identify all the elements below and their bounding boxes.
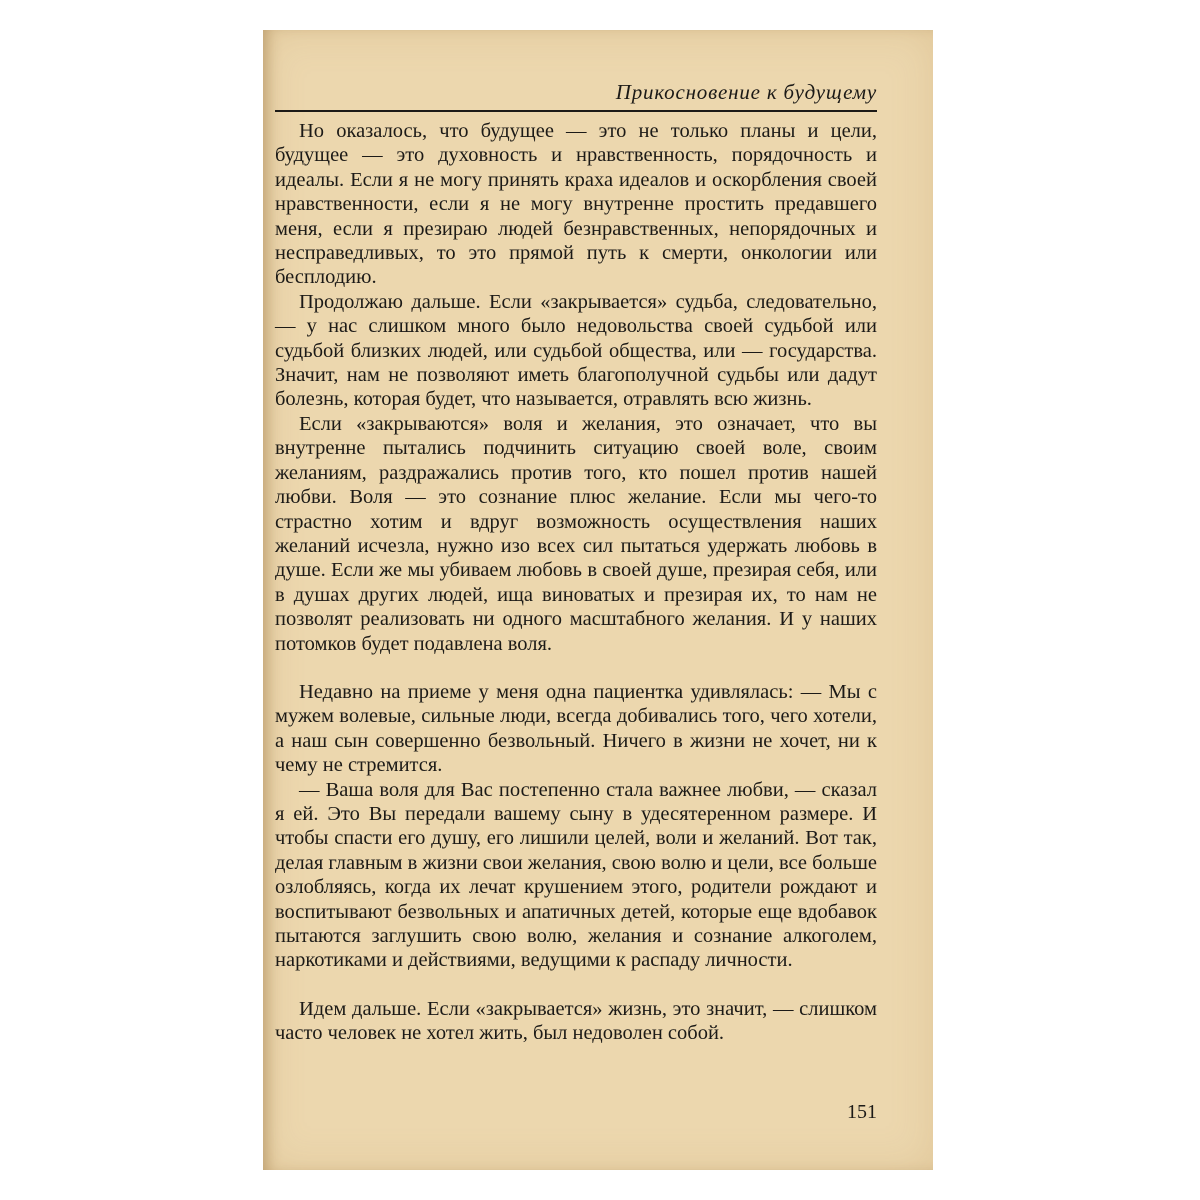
- running-title: Прикосновение к будущему: [615, 80, 877, 104]
- paragraph: Продолжаю дальше. Если «закрывается» судьба, следовательно, — у нас слишком много было недовольства своей судьбой или судьбой близких людей, или судьбой общества, или — государства. Значит, нам не позволяют иметь благополучной судьбы или дадут болезнь, которая будет, что называется, отравлять всю жизнь.: [275, 290, 877, 411]
- paragraph: Но оказалось, что будущее — это не только планы и цели, будущее — это духовность и нравственность, порядочность и идеалы. Если я не могу принять краха идеалов и оскорбления своей нравственности, если я не могу внутренне простить предавшего меня, если я презираю людей безнравственных, непорядочных и несправедливых, то это прямой путь к смерти, онкологии или бесплодию.: [275, 120, 877, 289]
- header-rule: [275, 110, 877, 112]
- paragraph: Идем дальше. Если «закрывается» жизнь, это значит, — слишком часто человек не хотел жить, был недоволен собой.: [275, 997, 877, 1045]
- book-page: [263, 30, 933, 1170]
- paragraph: — Ваша воля для Вас постепенно стала важнее любви, — сказал я ей. Это Вы передали вашему сыну в удесятеренном размере. И чтобы спасти его душу, его лишили целей, воли и желаний. Вот так, делая главным в жизни свои желания, свою волю и цели, все больше озлобляясь, когда их лечат крушением этого, родители рождают и воспитывают безвольных и апатичных детей, которые еще вдобавок пытаются заглушить свою волю, желания и сознание алкоголем, наркотиками и действиями, ведущими к распаду личности.: [275, 778, 877, 972]
- paragraph: Недавно на приеме у меня одна пациентка удивлялась: — Мы с мужем волевые, сильные люди, всегда добивались того, чего хотели, а наш сын совершенно безвольный. Ничего в жизни не хочет, ни к чему не стремится.: [275, 680, 877, 777]
- paragraph: Если «закрываются» воля и желания, это означает, что вы внутренне пытались подчинить ситуацию своей воле, своим желаниям, раздражались против того, кто пошел против нашей любви. Воля — это сознание плюс желание. Если мы чего-то страстно хотим и вдруг возможность осуществления наших желаний исчезла, нужно изо всех сил пытаться удержать любовь в душе. Если же мы убиваем любовь в своей душе, презирая себя, или в душах других людей, ища виноватых и презирая их, то нам не позволят реализовать ни одного масштабного желания. И у наших потомков будет подавлена воля.: [275, 412, 877, 655]
- page-number: 151: [847, 1101, 877, 1123]
- page-body: [275, 119, 877, 1046]
